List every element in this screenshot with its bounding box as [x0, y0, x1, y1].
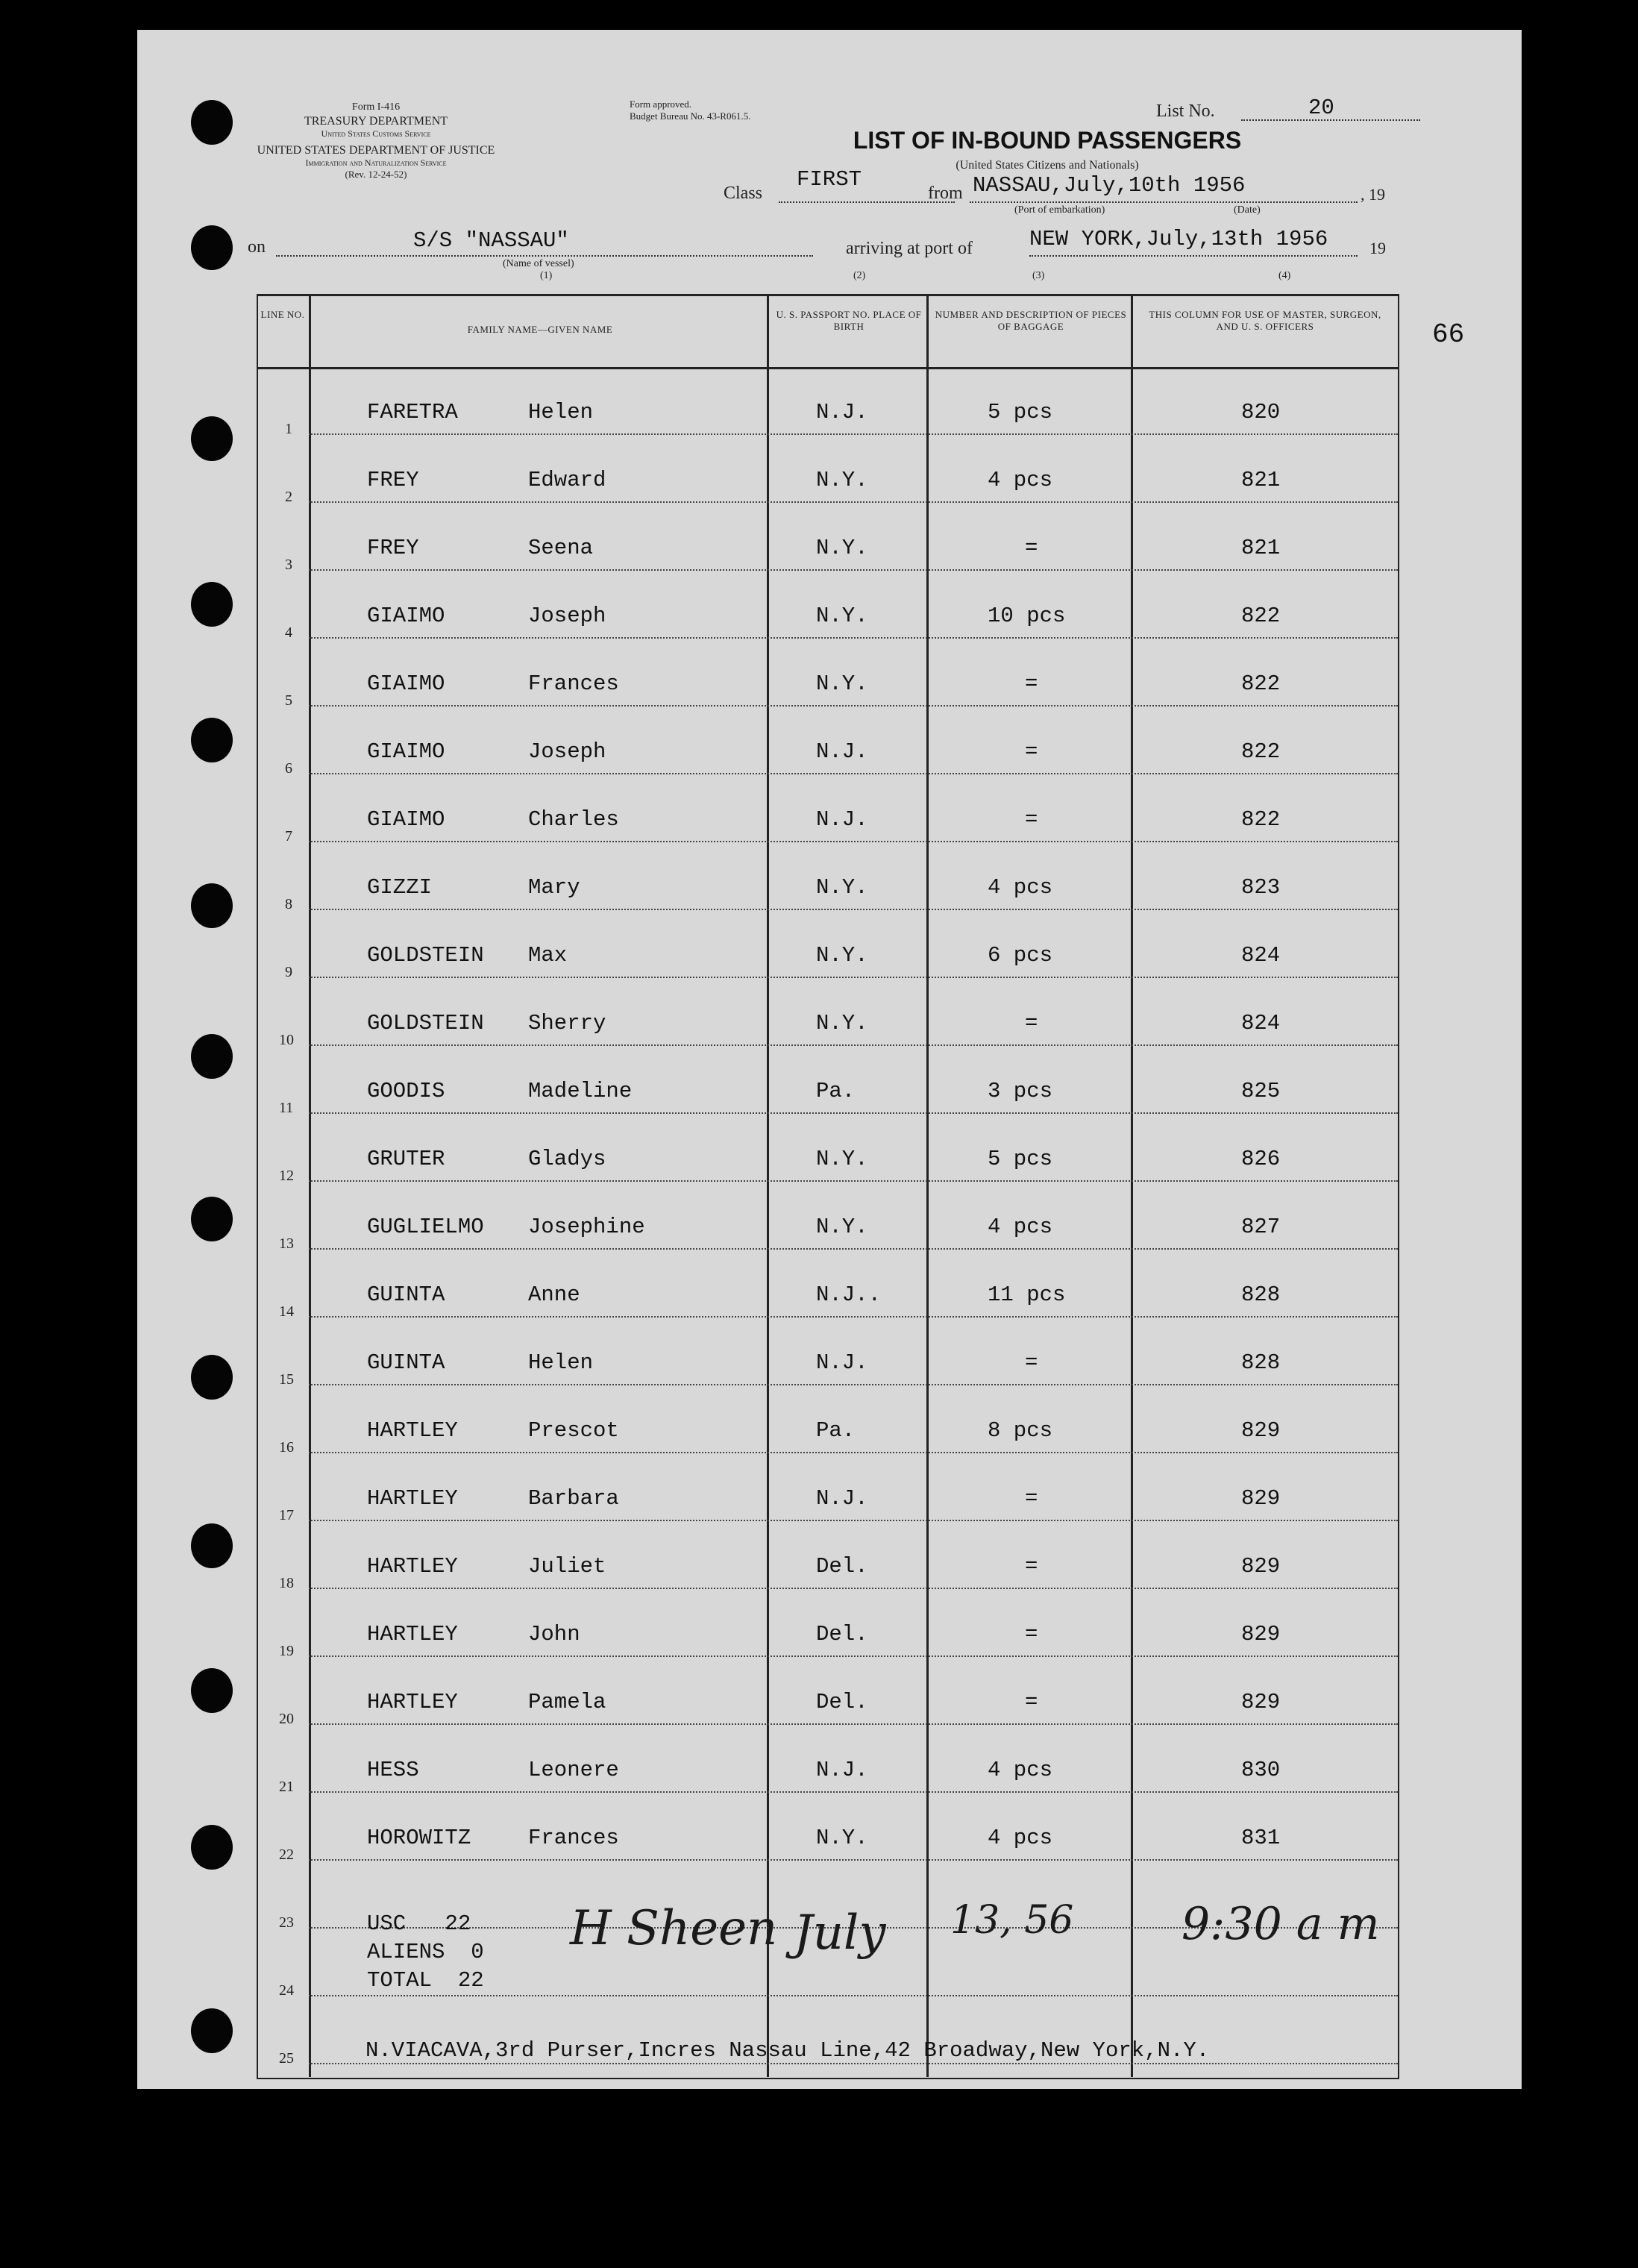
line-number: 9 — [285, 964, 292, 980]
given-name: John — [528, 1622, 580, 1647]
table-row — [257, 774, 1398, 845]
line-number: 8 — [285, 896, 292, 912]
family-name: GUINTA — [367, 1350, 445, 1375]
line-number: 10 — [279, 1032, 294, 1048]
line-number: 16 — [279, 1439, 294, 1456]
officer-number: 822 — [1241, 604, 1281, 628]
column-ref-2: (2) — [853, 270, 866, 281]
line-number: 2 — [285, 489, 292, 505]
family-name: HARTLEY — [367, 1554, 458, 1579]
table-row — [257, 1046, 1398, 1114]
ins-service: Immigration and Naturalization Service — [305, 157, 447, 169]
place-of-birth: N.J. — [816, 1758, 868, 1782]
form-approved: Form approved. — [630, 98, 692, 110]
officer-number: 824 — [1241, 1011, 1281, 1036]
officer-number: 828 — [1241, 1350, 1281, 1375]
page-subtitle: (United States Citizens and Nationals) — [956, 159, 1139, 172]
table-row — [257, 842, 1398, 910]
table-row — [257, 435, 1398, 503]
place-of-birth: Del. — [816, 1622, 868, 1647]
family-name: FARETRA — [367, 400, 458, 425]
place-of-birth: Del. — [816, 1690, 868, 1714]
from-line — [970, 201, 1358, 203]
column-ref-3: (3) — [1032, 270, 1045, 281]
col-head-name: FAMILY NAME—GIVEN NAME — [467, 324, 613, 335]
baggage-count: = — [1025, 1486, 1038, 1511]
line-number: 3 — [285, 557, 292, 573]
line-number: 12 — [279, 1168, 294, 1184]
place-of-birth: Pa. — [816, 1418, 856, 1443]
totals-block — [367, 1910, 484, 1995]
place-of-birth: N.J.. — [816, 1282, 882, 1307]
form-number: Form I-416 — [351, 101, 401, 113]
baggage-count: = — [1025, 739, 1038, 764]
family-name: GIAIMO — [367, 671, 445, 696]
table-row — [257, 1521, 1398, 1589]
manifest-page — [137, 30, 1522, 2089]
place-of-birth: N.Y. — [816, 536, 868, 560]
given-name: Madeline — [528, 1079, 633, 1103]
baggage-count: = — [1025, 671, 1038, 696]
line-number: 15 — [279, 1371, 294, 1388]
place-of-birth: N.Y. — [816, 1215, 868, 1239]
table-row — [257, 503, 1398, 571]
from-label: from — [928, 184, 963, 203]
given-name: Juliet — [528, 1554, 606, 1579]
list-no-label: List No. — [1156, 101, 1215, 121]
table-row — [257, 910, 1398, 978]
place-of-birth: N.Y. — [816, 875, 868, 900]
usc-count: 22 — [445, 1911, 471, 1936]
officer-number: 820 — [1241, 400, 1281, 425]
line-number: 4 — [285, 624, 292, 641]
total-label: TOTAL — [367, 1968, 433, 1993]
punch-hole — [191, 100, 233, 145]
port-embark-caption: (Port of embarkation) — [1014, 204, 1105, 216]
officer-number: 821 — [1241, 468, 1281, 492]
given-name: Gladys — [528, 1147, 606, 1171]
table-row — [257, 1318, 1398, 1388]
baggage-count: = — [1025, 1350, 1038, 1375]
family-name: GOODIS — [367, 1079, 445, 1103]
family-name: GIAIMO — [367, 807, 445, 832]
officer-number: 829 — [1241, 1690, 1281, 1714]
line-number: 21 — [279, 1779, 294, 1795]
baggage-count: = — [1025, 1690, 1038, 1714]
punch-hole — [191, 1034, 233, 1079]
given-name: Frances — [528, 671, 619, 696]
class-value: FIRST — [797, 167, 862, 192]
treasury-dept: TREASURY DEPARTMENT — [304, 114, 448, 128]
officer-number: 829 — [1241, 1622, 1281, 1647]
arriving-value: NEW YORK,July,13th 1956 — [1029, 227, 1328, 251]
baggage-count: = — [1025, 1011, 1038, 1036]
given-name: Anne — [528, 1282, 580, 1307]
budget-bureau: Budget Bureau No. 43-R061.5. — [630, 110, 751, 122]
place-of-birth: N.Y. — [816, 943, 868, 968]
place-of-birth: N.Y. — [816, 1826, 868, 1850]
given-name: Helen — [528, 400, 594, 425]
handwritten-day: 13, 56 — [950, 1898, 1074, 1943]
line-number: 1 — [285, 421, 292, 437]
family-name: FREY — [367, 536, 419, 560]
baggage-count: 10 pcs — [988, 604, 1066, 628]
officer-number: 827 — [1241, 1215, 1281, 1239]
col-head-passport: U. S. PASSPORT NO. PLACE OF BIRTH — [776, 309, 922, 333]
punch-hole — [191, 582, 233, 627]
given-name: Prescot — [528, 1418, 619, 1443]
class-label: Class — [724, 184, 763, 203]
officer-number: 824 — [1241, 943, 1281, 968]
place-of-birth: N.Y. — [816, 1011, 868, 1036]
customs-service: United States Customs Service — [321, 128, 431, 139]
table-row — [257, 571, 1398, 639]
baggage-count: = — [1025, 807, 1038, 832]
family-name: GIAIMO — [367, 739, 445, 764]
punch-hole — [191, 2008, 233, 2053]
arriving-label: arriving at port of — [846, 239, 973, 258]
baggage-count: = — [1025, 1554, 1038, 1579]
aliens-count: 0 — [471, 1940, 484, 1964]
given-name: Leonere — [528, 1758, 619, 1782]
place-of-birth: N.J. — [816, 1350, 868, 1375]
family-name: HARTLEY — [367, 1418, 458, 1443]
col-head-line: LINE NO. — [260, 309, 305, 320]
handwritten-time: 9:30 a m — [1182, 1898, 1380, 1950]
line-number: 14 — [279, 1303, 294, 1320]
officer-number: 826 — [1241, 1147, 1281, 1171]
officer-number: 822 — [1241, 807, 1281, 832]
baggage-count: 4 pcs — [988, 875, 1053, 900]
family-name: GOLDSTEIN — [367, 943, 484, 968]
table-row — [257, 1114, 1398, 1182]
table-row — [257, 367, 1398, 435]
list-no-value: 20 — [1308, 95, 1334, 120]
place-of-birth: N.Y. — [816, 604, 868, 628]
baggage-count: 8 pcs — [988, 1418, 1053, 1443]
line-number: 20 — [279, 1711, 294, 1727]
given-name: Sherry — [528, 1011, 606, 1036]
approval-block — [630, 98, 853, 122]
baggage-count: 5 pcs — [988, 400, 1053, 425]
table-row — [257, 1385, 1398, 1456]
family-name: HOROWITZ — [367, 1826, 471, 1850]
given-name: Max — [528, 943, 568, 968]
punch-hole — [191, 1197, 233, 1241]
baggage-count: 4 pcs — [988, 1826, 1053, 1850]
table-row — [257, 978, 1398, 1046]
line-number: 13 — [279, 1235, 294, 1252]
year-suffix-2: 19 — [1369, 239, 1386, 257]
family-name: GRUTER — [367, 1147, 445, 1171]
family-name: GOLDSTEIN — [367, 1011, 484, 1036]
family-name: HARTLEY — [367, 1690, 458, 1714]
family-name: GUINTA — [367, 1282, 445, 1307]
punch-hole — [191, 718, 233, 762]
line-number: 11 — [279, 1100, 294, 1116]
table-row — [257, 1250, 1398, 1318]
usc-label: USC — [367, 1911, 407, 1936]
given-name: Helen — [528, 1350, 594, 1375]
table-row — [257, 1182, 1398, 1250]
revision: (Rev. 12-24-52) — [345, 168, 407, 180]
officer-number: 830 — [1241, 1758, 1281, 1782]
baggage-count: 3 pcs — [988, 1079, 1053, 1103]
punch-hole — [191, 225, 233, 270]
table-row — [257, 1725, 1398, 1793]
line-number: 19 — [279, 1643, 294, 1659]
from-value: NASSAU,July,10th 1956 — [973, 173, 1246, 198]
baggage-count: 4 pcs — [988, 1215, 1053, 1239]
vessel-line — [276, 255, 813, 257]
vessel-caption: (Name of vessel) — [503, 258, 574, 269]
place-of-birth: N.J. — [816, 807, 868, 832]
officer-number: 822 — [1241, 739, 1281, 764]
col-head-officers: THIS COLUMN FOR USE OF MASTER, SURGEON, AND U. S. OFFICERS — [1149, 309, 1381, 333]
table-row — [257, 1657, 1398, 1725]
baggage-count: = — [1025, 1622, 1038, 1647]
handwritten-month: July — [794, 1905, 886, 1961]
punch-hole — [191, 883, 233, 928]
line-number: 17 — [279, 1507, 294, 1523]
year-suffix: , 19 — [1361, 185, 1385, 204]
vessel-name: S/S "NASSAU" — [413, 228, 569, 253]
line-number: 22 — [279, 1846, 294, 1863]
officer-number: 823 — [1241, 875, 1281, 900]
given-name: Edward — [528, 468, 606, 492]
officer-number: 825 — [1241, 1079, 1281, 1103]
family-name: FREY — [367, 468, 419, 492]
given-name: Mary — [528, 875, 580, 900]
officer-number: 829 — [1241, 1554, 1281, 1579]
baggage-count: = — [1025, 536, 1038, 560]
table-row — [257, 707, 1398, 777]
table-row — [257, 1453, 1398, 1521]
family-name: HARTLEY — [367, 1622, 458, 1647]
place-of-birth: N.J. — [816, 1486, 868, 1511]
given-name: Pamela — [528, 1690, 606, 1714]
column-ref-1: (1) — [540, 270, 553, 281]
line-number: 5 — [285, 692, 292, 709]
table-row — [257, 1589, 1398, 1657]
justice-dept: UNITED STATES DEPARTMENT OF JUSTICE — [257, 144, 495, 157]
officer-number: 831 — [1241, 1826, 1281, 1850]
given-name: Frances — [528, 1826, 619, 1850]
officer-number: 829 — [1241, 1486, 1281, 1511]
place-of-birth: N.J. — [816, 400, 868, 425]
given-name: Joseph — [528, 739, 606, 764]
aliens-label: ALIENS — [367, 1940, 445, 1964]
place-of-birth: Del. — [816, 1554, 868, 1579]
punch-hole — [191, 416, 233, 461]
punch-hole — [191, 1355, 233, 1400]
passenger-table — [257, 294, 1398, 2077]
baggage-count: 5 pcs — [988, 1147, 1053, 1171]
inspector-signature: H Sheen — [570, 1901, 778, 1956]
place-of-birth: N.Y. — [816, 1147, 868, 1171]
place-of-birth: N.J. — [816, 739, 868, 764]
line-number: 7 — [285, 828, 292, 845]
officer-number: 822 — [1241, 671, 1281, 696]
column-ref-4: (4) — [1278, 270, 1291, 281]
arriving-line — [1029, 255, 1358, 257]
purser-line: N.VIACAVA,3rd Purser,Incres Nassau Line,42 Broadway,New York,N.Y. — [365, 2038, 1210, 2063]
given-name: Josephine — [528, 1215, 645, 1239]
punch-hole — [191, 1668, 233, 1713]
family-name: GUGLIELMO — [367, 1215, 484, 1239]
baggage-count: 4 pcs — [988, 468, 1053, 492]
page-title: LIST OF IN-BOUND PASSENGERS — [853, 127, 1242, 154]
form-authority-block — [249, 101, 503, 139]
line-number: 23 — [279, 1914, 294, 1931]
family-name: GIZZI — [367, 875, 433, 900]
baggage-count: 4 pcs — [988, 1758, 1053, 1782]
line-number: 25 — [279, 2050, 294, 2067]
punch-hole — [191, 1523, 233, 1568]
table-row — [257, 639, 1398, 707]
family-name: GIAIMO — [367, 604, 445, 628]
page-mark: 66 — [1432, 319, 1465, 350]
on-label: on — [248, 237, 266, 257]
justice-block — [242, 143, 510, 180]
col-head-baggage: NUMBER AND DESCRIPTION OF PIECES OF BAGGAGE — [935, 309, 1127, 333]
place-of-birth: N.Y. — [816, 468, 868, 492]
place-of-birth: Pa. — [816, 1079, 856, 1103]
line-number: 18 — [279, 1575, 294, 1591]
officer-number: 828 — [1241, 1282, 1281, 1307]
baggage-count: 6 pcs — [988, 943, 1053, 968]
officer-number: 829 — [1241, 1418, 1281, 1443]
line-number: 24 — [279, 1982, 294, 1999]
punch-hole — [191, 1825, 233, 1870]
given-name: Joseph — [528, 604, 606, 628]
row-rule — [309, 2063, 1398, 2064]
family-name: HARTLEY — [367, 1486, 458, 1511]
baggage-count: 11 pcs — [988, 1282, 1066, 1307]
date-caption: (Date) — [1234, 204, 1261, 216]
line-number: 6 — [285, 760, 292, 777]
given-name: Charles — [528, 807, 619, 832]
total-count: 22 — [457, 1968, 484, 1993]
given-name: Barbara — [528, 1486, 619, 1511]
family-name: HESS — [367, 1758, 419, 1782]
table-row — [257, 1793, 1398, 1861]
place-of-birth: N.Y. — [816, 671, 868, 696]
officer-number: 821 — [1241, 536, 1281, 560]
given-name: Seena — [528, 536, 594, 560]
